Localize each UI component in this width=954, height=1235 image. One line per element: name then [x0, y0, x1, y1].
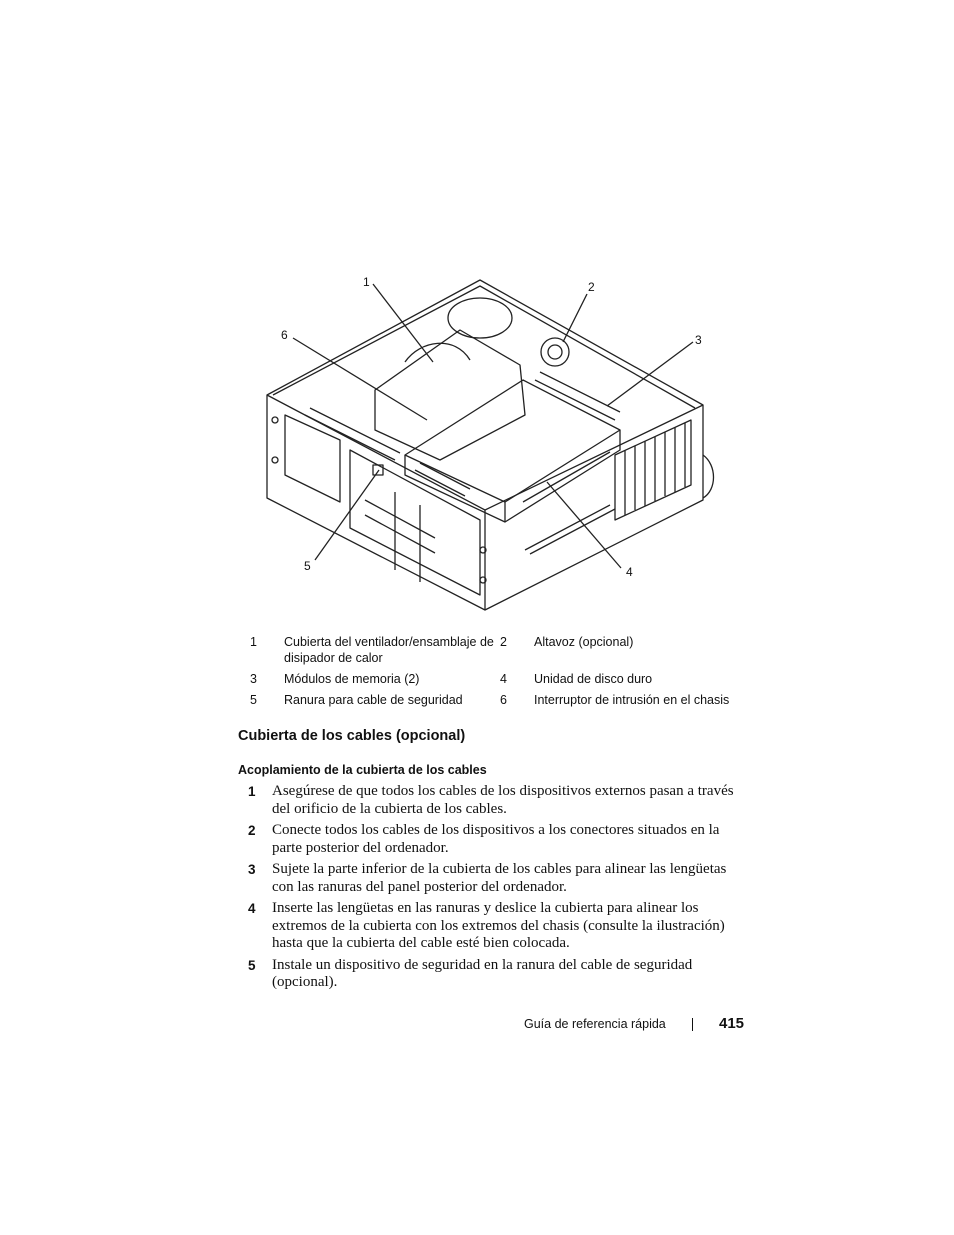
legend-number: 4: [500, 672, 507, 686]
section-heading: Cubierta de los cables (opcional): [238, 728, 466, 744]
legend-number: 1: [250, 635, 257, 649]
step-number: 3: [248, 862, 256, 877]
callout-5: 5: [304, 559, 311, 573]
sub-heading: Acoplamiento de la cubierta de los cables: [238, 763, 487, 777]
legend-row: [250, 692, 750, 708]
step-item: [248, 783, 748, 818]
step-text: Sujete la parte inferior de la cubierta de los cables para alinear las lengüetas con las ranuras del panel posterior del ordenador.: [272, 861, 727, 895]
step-number: 1: [248, 784, 256, 799]
legend-number: 6: [500, 693, 507, 707]
legend-row: [250, 671, 750, 687]
step-item: [248, 957, 748, 992]
legend-text: Cubierta del ventilador/ensamblaje de disipador de calor: [284, 635, 494, 665]
step-item: [248, 900, 748, 953]
step-item: [248, 822, 748, 857]
step-text: Asegúrese de que todos los cables de los dispositivos externos pasan a través del orificio de la cubierta de los cables.: [272, 783, 734, 817]
callout-2: 2: [588, 280, 595, 294]
legend-text: Módulos de memoria (2): [284, 672, 420, 686]
footer-title: Guía de referencia rápida: [524, 1017, 666, 1031]
step-number: 4: [248, 901, 256, 916]
legend-text: Unidad de disco duro: [534, 672, 653, 686]
legend-number: 3: [250, 672, 257, 686]
legend-text: Altavoz (opcional): [534, 635, 634, 649]
footer-separator: [692, 1018, 693, 1031]
legend-text: Interruptor de intrusión en el chasis: [534, 693, 730, 707]
callout-1: 1: [363, 275, 370, 289]
procedure-steps: [248, 783, 748, 996]
figure-legend: [250, 634, 750, 713]
callout-3: 3: [695, 333, 702, 347]
legend-number: 5: [250, 693, 257, 707]
step-item: [248, 861, 748, 896]
computer-interior-illustration: [255, 270, 715, 615]
chassis-drawing: [255, 270, 715, 615]
step-text: Conecte todos los cables de los dispositivos a los conectores situados en la parte posterior del ordenador.: [272, 822, 720, 856]
legend-row: [250, 634, 750, 666]
callout-6: 6: [281, 328, 288, 342]
step-number: 2: [248, 823, 256, 838]
page-footer: [0, 1015, 954, 1035]
step-text: Instale un dispositivo de seguridad en la ranura del cable de seguridad (opcional).: [272, 956, 693, 990]
step-text: Inserte las lengüetas en las ranuras y deslice la cubierta para alinear los extremos de la cubierta con los extremos del chasis (consulte la ilustración) hasta que la cubierta del cable esté bien colocada.: [272, 900, 725, 951]
step-number: 5: [248, 957, 256, 973]
legend-number: 2: [500, 635, 507, 649]
callout-4: 4: [626, 565, 633, 579]
legend-text: Ranura para cable de seguridad: [284, 693, 463, 707]
page-number: 415: [719, 1015, 745, 1032]
